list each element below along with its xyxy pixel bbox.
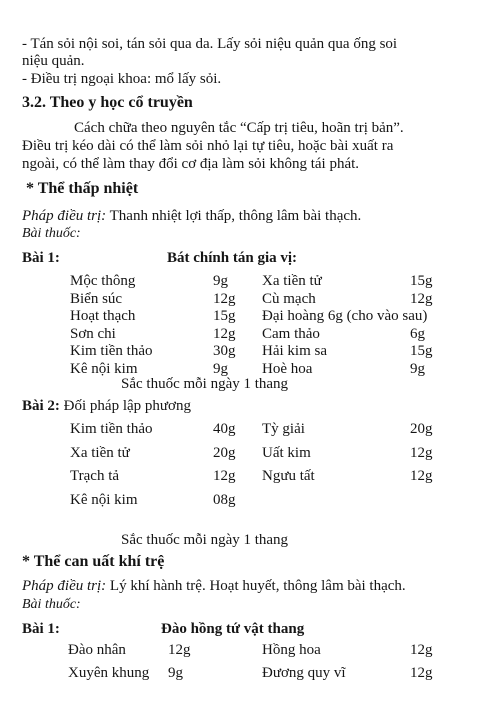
herb-dose: 15g <box>410 343 433 360</box>
method-label: Pháp điều trị: <box>22 578 107 594</box>
herb-dose: 15g <box>410 273 433 289</box>
herb-name: Kim tiền thảo <box>70 421 153 437</box>
text-line: niệu quản. <box>22 53 85 69</box>
paragraph-line: Cách chữa theo nguyên tắc “Cấp trị tiêu, hoãn trị bản”. <box>74 120 404 136</box>
herb-name: Tỳ giải <box>262 421 305 437</box>
herb-name: Kim tiền thảo <box>70 343 153 360</box>
dosage-note: Sắc thuốc mỗi ngày 1 thang <box>121 532 289 548</box>
subsection-heading: * Thể can uất khí trệ <box>22 553 165 570</box>
herb-dose: 6g <box>410 325 425 342</box>
herb-dose: 12g <box>410 468 433 484</box>
herb-name: Hồng hoa <box>262 642 321 658</box>
remedy-title: Bát chính tán gia vị: <box>167 250 298 266</box>
herb-name: Cam thảo <box>262 325 320 342</box>
text-line: - Tán sỏi nội soi, tán sỏi qua da. Lấy sỏi niệu quản qua ống soi <box>22 36 398 52</box>
herb-dose: 12g <box>410 444 433 461</box>
herb-name: Xa tiền tử <box>70 444 130 461</box>
herb-name: Đại hoàng 6g (cho vào sau) <box>262 308 428 325</box>
herb-name: Hoạt thạch <box>70 308 136 325</box>
section-heading: 3.2. Theo y học cổ truyền <box>22 94 193 111</box>
method-label: Pháp điều trị: <box>22 208 107 224</box>
method-line <box>22 207 361 225</box>
herb-dose: 9g <box>213 361 228 377</box>
herb-dose: 9g <box>410 361 425 377</box>
herb-dose: 12g <box>168 642 191 658</box>
remedy-heading-line <box>22 397 191 415</box>
herb-name: Mộc thông <box>70 273 136 289</box>
herb-name: Xa tiền tử <box>262 273 322 289</box>
herb-name: Đương quy vĩ <box>262 665 346 681</box>
herb-dose: 15g <box>213 308 236 325</box>
remedy-label: Bài thuốc: <box>22 597 81 612</box>
method-text: Thanh nhiệt lợi thấp, thông lâm bài thạch. <box>106 208 362 224</box>
herb-dose: 12g <box>213 290 236 307</box>
herb-dose: 12g <box>410 290 433 307</box>
herb-name: Đào nhân <box>68 642 126 658</box>
herb-name: Ngưu tất <box>262 468 315 484</box>
paragraph-line: ngoài, có thể làm thay đổi cơ địa làm sỏi không tái phát. <box>22 156 360 172</box>
herb-name: Hoè hoa <box>262 361 313 377</box>
herb-dose: 20g <box>410 421 433 437</box>
herb-name: Sơn chi <box>70 325 116 342</box>
remedy-number: Bài 1: <box>22 621 60 637</box>
remedy-title: Đào hồng tứ vật thang <box>161 621 305 637</box>
herb-dose: 08g <box>213 491 236 508</box>
paragraph-line: Điều trị kéo dài có thể làm sỏi nhỏ lại tự tiêu, hoặc bài xuất ra <box>22 138 394 154</box>
herb-dose: 12g <box>410 665 433 681</box>
herb-dose: 12g <box>213 325 236 342</box>
method-text: Lý khí hành trệ. Hoạt huyết, thông lâm bài thạch. <box>106 578 406 594</box>
method-line <box>22 577 406 595</box>
remedy-number: Bài 2: <box>22 398 60 414</box>
remedy-label: Bài thuốc: <box>22 226 81 241</box>
herb-name: Biển súc <box>70 290 123 307</box>
subsection-heading: * Thể thấp nhiệt <box>26 180 139 197</box>
herb-dose: 12g <box>410 642 433 658</box>
herb-dose: 30g <box>213 343 236 360</box>
remedy-number: Bài 1: <box>22 250 60 266</box>
herb-dose: 12g <box>213 468 236 484</box>
herb-name: Kê nội kim <box>70 361 138 377</box>
text-line: - Điều trị ngoại khoa: mổ lấy sỏi. <box>22 71 222 87</box>
herb-name: Xuyên khung <box>68 665 150 681</box>
herb-name: Uất kim <box>262 444 311 461</box>
remedy-title: Đối pháp lập phương <box>59 398 191 414</box>
herb-name: Cù mạch <box>262 290 316 307</box>
herb-name: Trạch tả <box>70 468 120 484</box>
herb-dose: 9g <box>168 665 183 681</box>
herb-dose: 9g <box>213 273 228 289</box>
dosage-note: Sắc thuốc mỗi ngày 1 thang <box>121 376 289 392</box>
herb-name: Kê nội kim <box>70 491 138 508</box>
herb-name: Hải kim sa <box>262 343 327 360</box>
herb-dose: 40g <box>213 421 236 437</box>
herb-dose: 20g <box>213 444 236 461</box>
